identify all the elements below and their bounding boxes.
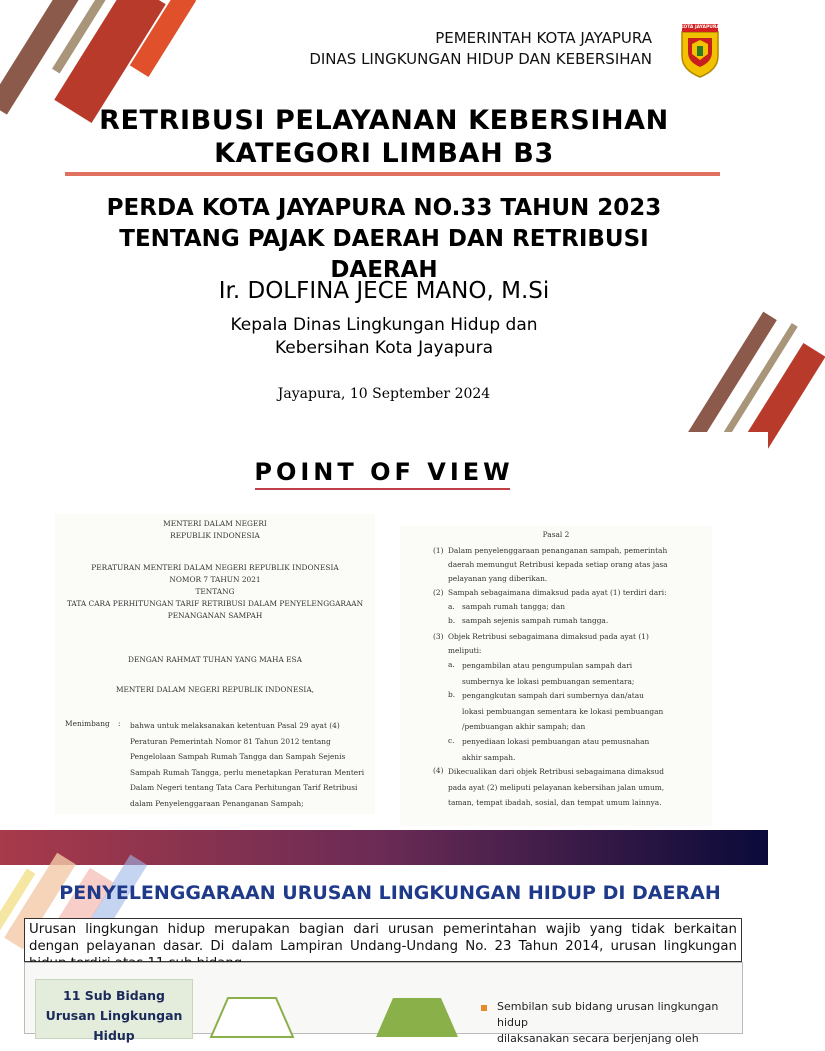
doc-m5: Dalam Negeri tentang Tata Cara Perhitungan Tarif Retribusi (130, 783, 358, 793)
hexagon-filled (375, 997, 459, 1047)
main-title (0, 104, 768, 170)
doc-h1: MENTERI DALAM NEGERI (163, 519, 267, 528)
bullet-line-1: Sembilan sub bidang urusan lingkungan hidup (497, 1000, 719, 1029)
ayat-3-c (462, 734, 710, 765)
ayat-2: Sampah sebagaimana dimaksud pada ayat (1) terdiri dari: (448, 588, 667, 597)
bullet-text (497, 999, 733, 1047)
ayat-2-a-num: a. (448, 602, 455, 611)
regulation-document-left (55, 514, 375, 814)
main-title-line-2: KATEGORI LIMBAH B3 (214, 138, 554, 169)
ayat-3-b-num: b. (448, 690, 456, 699)
ayat-1-num: (1) (433, 546, 444, 555)
pov-title: POINT OF VIEW (254, 458, 514, 486)
ayat-3-num: (3) (433, 632, 444, 641)
ayat-3-c-num: c. (448, 736, 455, 745)
ayat-3-a-num: a. (448, 660, 455, 669)
presentation-date: Jayapura, 10 September 2024 (277, 386, 491, 402)
sub-bidang-box: 11 Sub Bidang Urusan Lingkungan Hidup (35, 979, 193, 1039)
section-title: PENYELENGGARAAN URUSAN LINGKUNGAN HIDUP DI DAERAH (59, 882, 721, 904)
ayat-3-b (462, 688, 710, 735)
doc-menimbang-colon: : (118, 719, 121, 728)
org-line-2: DINAS LINGKUNGAN HIDUP DAN KEBERSIHAN (309, 50, 652, 68)
slide-title (0, 0, 768, 432)
title-divider (65, 172, 720, 176)
presenter-role (0, 314, 768, 360)
ayat-3-b-2: lokasi pembuangan sementara ke lokasi pembuangan (462, 706, 664, 716)
ayat-1-a: Dalam penyelenggaraan penanganan sampah, pemerintah (448, 546, 668, 555)
ayat-3-a (462, 658, 710, 689)
ayat-2-b: sampah sejenis sampah rumah tangga. (462, 616, 609, 625)
logo-text: KOTA JAYAPURA (680, 25, 720, 30)
city-logo (678, 22, 722, 78)
doc-h6: TATA CARA PERHITUNGAN TARIF RETRIBUSI DALAM PENYELENGGARAAN (66, 599, 364, 608)
ayat-1-c: pelayanan yang diberikan. (448, 573, 548, 583)
org-header (309, 28, 652, 70)
presenter-role-line-2: Kebersihan Kota Jayapura (274, 338, 494, 358)
doc-h5: TENTANG (195, 587, 235, 596)
doc-header (55, 518, 375, 542)
ayat-4-num: (4) (433, 766, 444, 775)
ayat-4-b: pada ayat (2) meliputi pelayanan kebersihan jalan umum, (448, 782, 665, 792)
ayat-2-b-num: b. (448, 616, 456, 625)
ayat-3-a-1: pengambilan atau pengumpulan sampah dari (462, 661, 633, 670)
doc-h3: PERATURAN MENTERI DALAM NEGERI REPUBLIK INDONESIA (91, 563, 339, 572)
ayat-4-c: taman, tempat ibadah, sosial, dan tempat umum lainnya. (448, 798, 662, 807)
bullet-line-2: dilaksanakan secara berjenjang oleh (497, 1032, 699, 1045)
ayat-3-a-2: sumbernya ke lokasi pembuangan sementara; (462, 676, 635, 686)
ayat-3-c-2: akhir sampah. (462, 752, 516, 762)
doc-menimbang-text (130, 718, 370, 812)
doc-m6: dalam Penyelenggaraan Penanganan Sampah; (130, 798, 304, 808)
bullet-square (481, 1005, 487, 1011)
intro-paragraph: Urusan lingkungan hidup merupakan bagian dari urusan pemerintahan wajib yang tidak berkaitan dengan pelayanan dasar. Di dalam Lampiran Undang-Undang No. 23 Tahun 2014, urusan lingkungan (24, 918, 742, 962)
ayat-3-c-1: penyediaan lokasi pembuangan atau pemusnahan (462, 737, 650, 746)
ayat-3 (448, 630, 710, 658)
ayat-3-b-3: /pembuangan akhir sampah; dan (462, 722, 586, 731)
doc-menimbang-label: Menimbang (65, 719, 110, 728)
doc-m3: Pengelolaan Sampah Rumah Tangga dan Sampah Sejenis (130, 752, 346, 762)
regulation-document-right (400, 526, 712, 826)
pov-underline (255, 488, 510, 490)
sub-bidang-panel (24, 962, 743, 1045)
doc-h4: NOMOR 7 TAHUN 2021 (169, 575, 261, 584)
ayat-3-a-line: Objek Retribusi sebagaimana dimaksud pada ayat (1) (448, 632, 649, 641)
slide-lingkungan-hidup (0, 830, 768, 1045)
ayat-2-num: (2) (433, 588, 444, 597)
subtitle: PERDA KOTA JAYAPURA NO.33 TAHUN 2023 TENTANG PAJAK DAERAH DAN RETRIBUSI DAERAH (106, 195, 662, 283)
presenter-name: Ir. DOLFINA JECE MANO, M.Si (218, 278, 550, 304)
doc-h9: MENTERI DALAM NEGERI REPUBLIK INDONESIA, (115, 685, 315, 694)
pasal-heading: Pasal 2 (542, 530, 570, 539)
ayat-1-b: daerah memungut Retribusi kepada setiap orang atas jasa (448, 559, 668, 569)
ayat-4-a: Dikecualikan dari objek Retribusi sebagaimana dimaksud (448, 767, 665, 776)
doc-m4: Sampah Rumah Tangga, perlu menetapkan Peraturan Menteri (130, 767, 365, 777)
ayat-1 (448, 544, 710, 586)
doc-m2: Peraturan Pemerintah Nomor 81 Tahun 2012 tentang (130, 736, 331, 746)
ayat-2-a: sampah rumah tangga; dan (462, 602, 566, 611)
doc-m1: bahwa untuk melaksanakan ketentuan Pasal 29 ayat (4) (130, 721, 340, 730)
slide-point-of-view (0, 432, 768, 830)
header-band (0, 830, 768, 865)
main-title-line-1: RETRIBUSI PELAYANAN KEBERSIHAN (99, 105, 669, 136)
org-line-1: PEMERINTAH KOTA JAYAPURA (435, 29, 652, 47)
ayat-4 (448, 764, 710, 811)
ayat-3-b-1: pengangkutan sampah dari sumbernya dan/atau (462, 691, 644, 700)
doc-h7: PENANGANAN SAMPAH (167, 611, 263, 620)
doc-h2: REPUBLIK INDONESIA (170, 531, 260, 540)
ayat-3-b-line: meliputi: (448, 645, 482, 655)
hexagon-outline (210, 997, 294, 1047)
doc-regulation-title (55, 562, 375, 622)
doc-h8: DENGAN RAHMAT TUHAN YANG MAHA ESA (128, 655, 302, 664)
presenter-role-line-1: Kepala Dinas Lingkungan Hidup dan (230, 315, 538, 335)
